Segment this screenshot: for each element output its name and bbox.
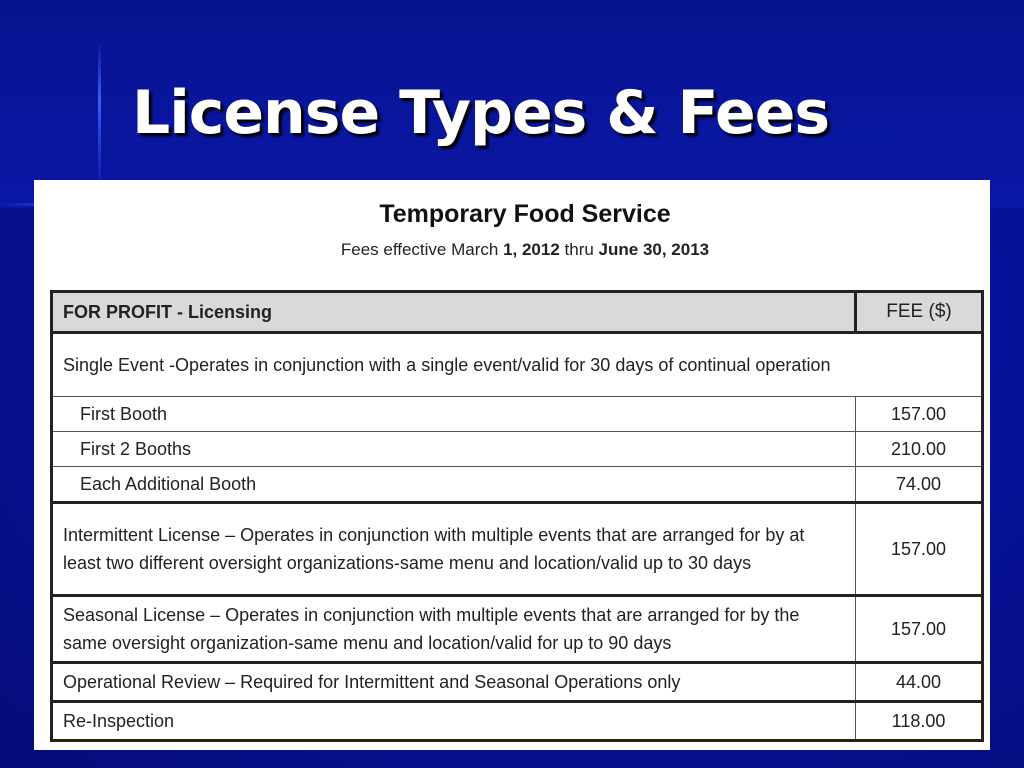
table-row-seasonal (52, 596, 983, 663)
operational-review-fee: 44.00 (856, 663, 983, 702)
reinspection-fee: 118.00 (856, 702, 983, 741)
booth-label: First 2 Booths (52, 432, 856, 467)
table-row-reinspection (52, 702, 983, 741)
table-row (52, 467, 983, 503)
embedded-document (34, 180, 990, 750)
table-header-row (52, 292, 983, 333)
document-subtitle (34, 240, 990, 260)
single-event-description: Single Event -Operates in conjunction with a single event/valid for 30 days of continual operation (52, 333, 983, 397)
seasonal-fee: 157.00 (856, 596, 983, 663)
table-row-single-event (52, 333, 983, 397)
table-row-operational-review (52, 663, 983, 702)
table-row (52, 397, 983, 432)
subtitle-prefix: Fees effective March (340, 240, 504, 259)
fees-table (50, 290, 984, 742)
subtitle-end-date: June 30, 2013 (598, 240, 710, 259)
operational-review-description: Operational Review – Required for Intermittent and Seasonal Operations only (52, 663, 856, 702)
intermittent-description: Intermittent License – Operates in conjunction with multiple events that are arranged for by at least two different oversight organizations-same menu and location/valid up to 30 days (52, 503, 856, 596)
booth-fee: 157.00 (856, 397, 983, 432)
table-row (52, 432, 983, 467)
reinspection-description: Re-Inspection (52, 702, 856, 741)
slide-title: License Types & Fees (132, 78, 830, 148)
booth-label: First Booth (52, 397, 856, 432)
subtitle-mid: thru (559, 240, 599, 259)
seasonal-description: Seasonal License – Operates in conjunction with multiple events that are arranged for by the same oversight organization-same menu and location/valid for up to 90 days (52, 596, 856, 663)
booth-fee: 74.00 (856, 467, 983, 503)
document-title: Temporary Food Service (379, 200, 671, 228)
decorative-vertical-line (98, 40, 101, 190)
header-category: FOR PROFIT - Licensing (52, 292, 856, 333)
booth-fee: 210.00 (856, 432, 983, 467)
table-row-intermittent (52, 503, 983, 596)
intermittent-fee: 157.00 (856, 503, 983, 596)
subtitle-start-date: 1, 2012 (503, 240, 560, 259)
header-fee: FEE ($) (856, 292, 983, 333)
booth-label: Each Additional Booth (52, 467, 856, 503)
